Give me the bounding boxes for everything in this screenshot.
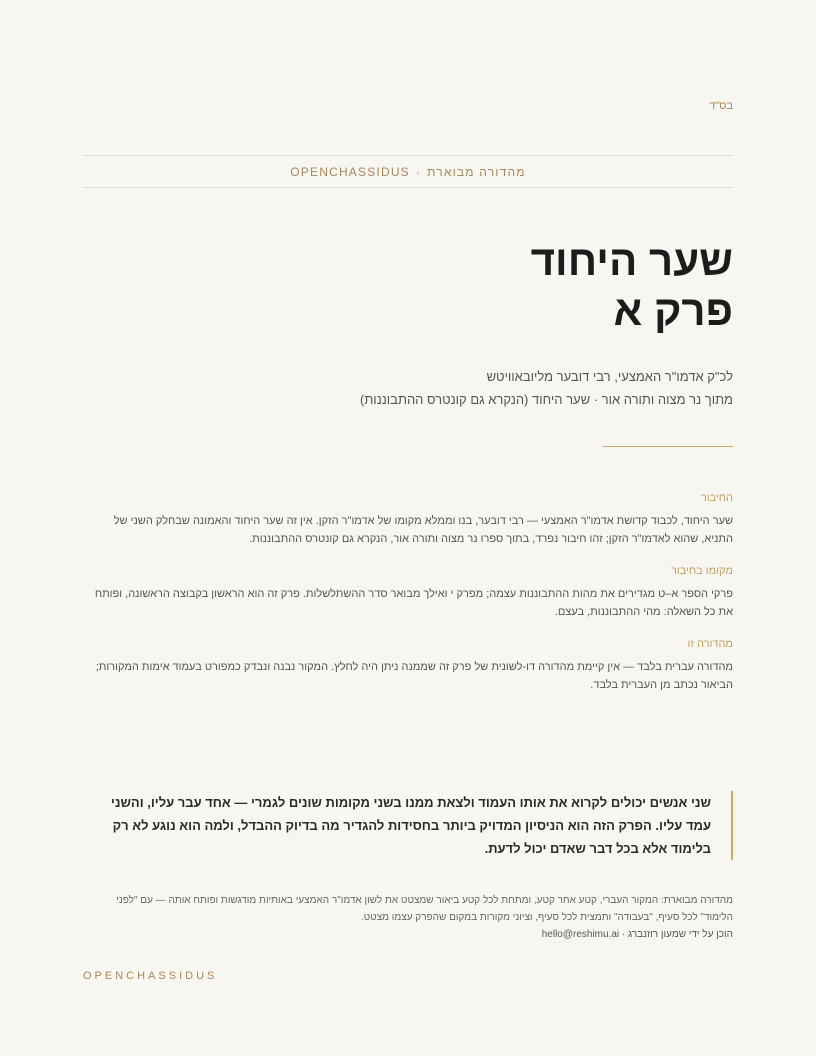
section-heading: החיבור — [700, 492, 733, 504]
edition-separator: · — [415, 164, 422, 179]
edition-brand: OPENCHASSIDUS — [290, 164, 410, 179]
pull-quote: שני אנשים יכולים לקרוא את אותו העמוד ולצאת ממנו בשני מקומות שונים לגמרי — אחד עבר עליו, והשני עמד עליו. הפרק הזה הוא הניסיון המדויק ביותר בחסידות להגדיר מה בדיוק ההבדל, ולמה הוא נוגע לא רק בלימוד אלא בכל דבר שאדם יכול לדעת. — [83, 791, 733, 860]
section-heading: מהדורה זו — [687, 638, 733, 650]
section-body: פרקי הספר א–ט מגדירים את מהות ההתבוננות עצמה; מפרק י ואילך מבואר סדר ההשתלשלות. פרק זה הוא הראשון בקבוצה הראשונה, ופותח את כל השאלה: מהי ההתבוננות, בעצם. — [94, 588, 733, 618]
section-this-edition — [83, 638, 733, 694]
bsd-mark: בס"ד — [709, 100, 733, 112]
contact-email-link[interactable]: hello@reshimu.ai — [541, 929, 620, 940]
subtitle-source: מתוך נר מצוה ותורה אור · שער היחוד (הנקרא גם קונטרס ההתבוננות) — [360, 392, 733, 407]
title-line-1: שער היחוד — [530, 237, 733, 284]
subtitle-author: לכ"ק אדמו"ר האמצעי, רבי דובער מליובאוויטש — [486, 369, 733, 384]
footer-brand: OPENCHASSIDUS — [83, 970, 218, 982]
title-divider — [603, 446, 733, 447]
title-line-2: פרק א — [613, 287, 733, 334]
credit-text: הוכן על ידי שמעון רוזנברג · — [621, 929, 733, 940]
edition-band — [83, 155, 733, 188]
section-heading: מקומו בחיבור — [670, 565, 733, 577]
edition-notes — [83, 892, 733, 943]
section-body: מהדורה עברית בלבד — אין קיימת מהדורה דו-לשונית של פרק זה שממנה ניתן היה לחלץ. המקור נבנה ונבדק כמפורט בעמוד אימות המקורות; הביאור נכתב מן העברית בלבד. — [95, 661, 733, 691]
section-composition — [83, 492, 733, 548]
notes-credit — [83, 926, 733, 943]
edition-label: מהדורה מבוארת — [427, 164, 526, 179]
section-body: שער היחוד, לכבוד קדושת אדמו"ר האמצעי — רבי דובער, בנו וממלא מקומו של אדמו"ר הזקן. אין זה שער היחוד והאמונה שבחלק השני של התניא, שהוא לאדמו"ר הזקן; זהו חיבור נפרד, בתוך ספרו נר מצוה ותורה אור, הנקרא גם קונטרס ההתבוננות. — [113, 515, 733, 545]
page-title — [531, 236, 733, 336]
section-place-in-work — [83, 565, 733, 621]
notes-description: מהדורה מבוארת: המקור העברי, קטע אחר קטע, ומתחת לכל קטע ביאור שמצטט את לשון אדמו"ר האמצעי באותיות מודגשות ופותח אותה — עם "לפני הלימוד" לכל סעיף, "בעבודה" ותמצית לכל סעיף, וציוני מקורות במקום שהפרק עצמו מצטט. — [116, 895, 733, 923]
